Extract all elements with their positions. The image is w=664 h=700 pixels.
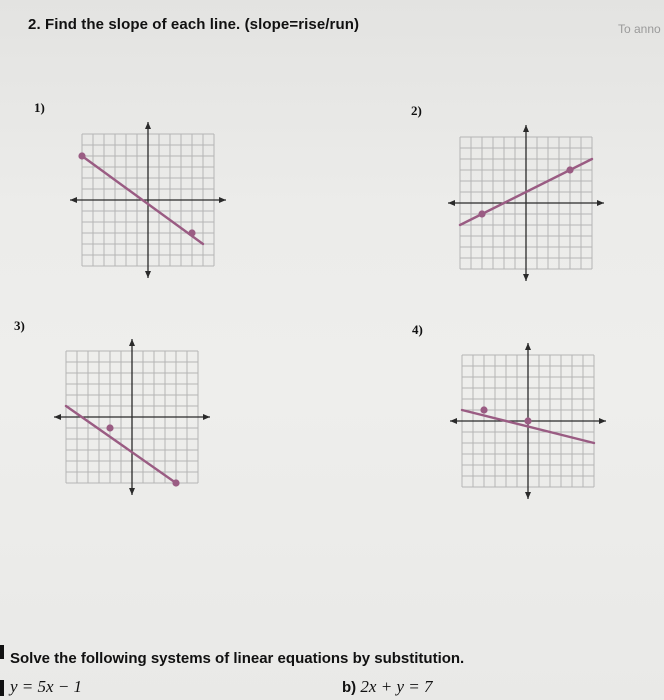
arrow-down-icon — [523, 274, 529, 281]
plotted-point — [524, 417, 531, 424]
arrow-left-icon — [448, 200, 455, 206]
problem-label-4: 4) — [412, 322, 423, 337]
graph-2 — [426, 108, 626, 308]
arrow-right-icon — [599, 418, 606, 424]
arrow-right-icon — [203, 414, 210, 420]
arrow-up-icon — [525, 343, 531, 350]
margin-mark — [0, 645, 4, 659]
equation-a-text: y = 5x − 1 — [10, 677, 83, 696]
arrow-up-icon — [145, 122, 151, 129]
question-title: 2. Find the slope of each line. (slope=rise/run) — [28, 16, 360, 33]
arrow-down-icon — [525, 492, 531, 499]
plotted-point — [106, 424, 113, 431]
plotted-point — [172, 479, 179, 486]
equation-b — [342, 677, 432, 697]
problem-label-1: 1) — [34, 100, 45, 115]
arrow-right-icon — [597, 200, 604, 206]
plotted-point — [480, 406, 487, 413]
arrow-down-icon — [145, 271, 151, 278]
plotted-point — [188, 229, 195, 236]
equation-b-text: 2x + y = 7 — [360, 677, 433, 696]
graph-4 — [428, 326, 628, 526]
plotted-point — [566, 166, 573, 173]
arrow-up-icon — [129, 339, 135, 346]
arrow-right-icon — [219, 197, 226, 203]
equation-b-label: b) — [342, 679, 357, 696]
equation-a — [10, 677, 82, 697]
section-title: Solve the following systems of linear equations by substitution. — [10, 650, 465, 667]
plotted-point — [478, 210, 485, 217]
graph-1 — [48, 105, 248, 305]
arrow-left-icon — [450, 418, 457, 424]
arrow-left-icon — [54, 414, 61, 420]
graph-3 — [32, 322, 232, 522]
side-note: To anno — [618, 22, 661, 36]
plotted-point — [78, 152, 85, 159]
arrow-down-icon — [129, 488, 135, 495]
arrow-up-icon — [523, 125, 529, 132]
margin-mark — [0, 680, 4, 696]
arrow-left-icon — [70, 197, 77, 203]
problem-label-2: 2) — [411, 103, 422, 118]
problem-label-3: 3) — [14, 318, 25, 333]
